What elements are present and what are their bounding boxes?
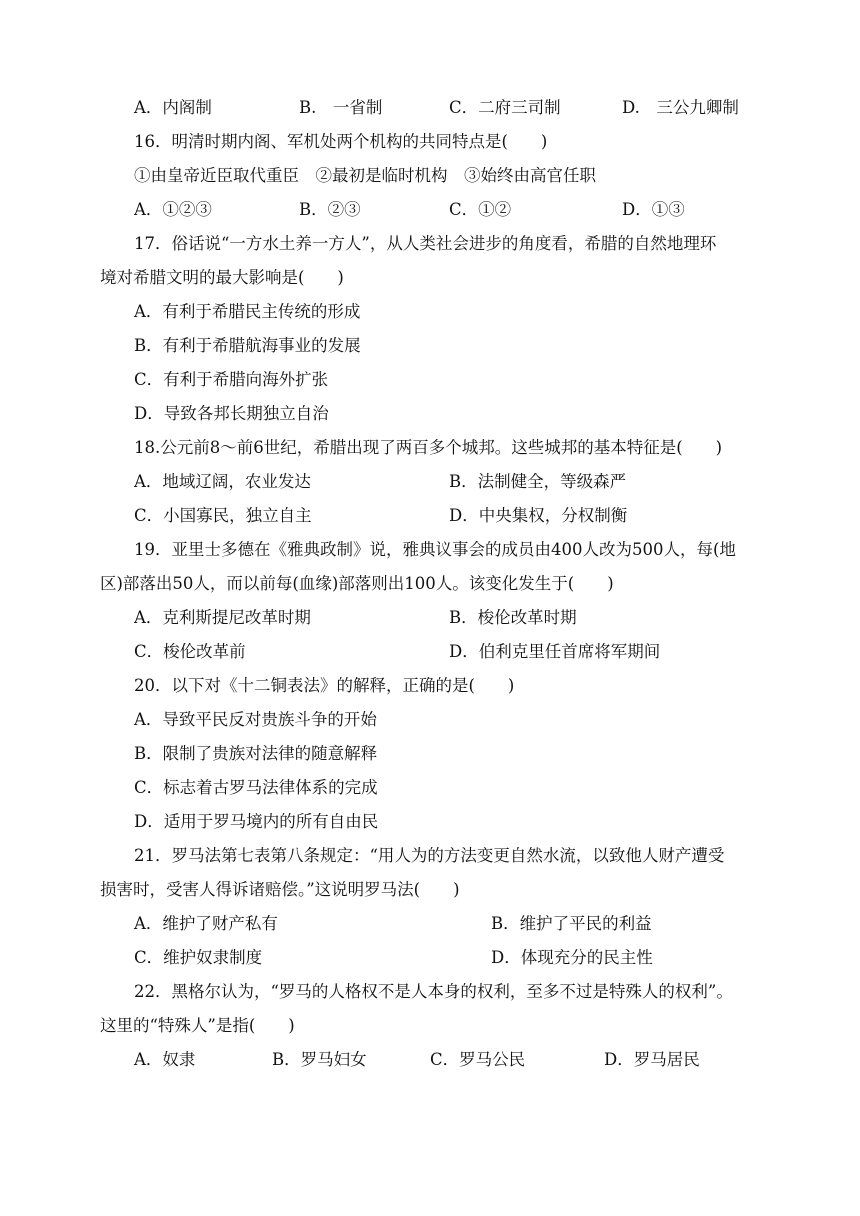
answer-option: C．罗马公民 <box>430 1050 526 1069</box>
q19-stem-1-line: 19．亚里士多德在《雅典政制》说，雅典议事会的成员由400人改为500人，每(地 <box>134 540 736 559</box>
q22-stem-1-line: 22．黑格尔认为，“罗马的人格权不是人本身的权利，至多不过是特殊人的权利”。 <box>134 982 733 1001</box>
answer-option: C．梭伦改革前 <box>134 642 246 661</box>
answer-option: A．维护了财产私有 <box>134 914 278 933</box>
answer-option: D．罗马居民 <box>604 1050 700 1069</box>
q17-stem-2-line: 境对希腊文明的最大影响是( ) <box>100 268 344 287</box>
q18-stem-line: 18.公元前8～前6世纪，希腊出现了两百多个城邦。这些城邦的基本特征是( ) <box>134 438 723 457</box>
answer-option: A．克利斯提尼改革时期 <box>134 608 311 627</box>
q16-stem-line: 16．明清时期内阁、军机处两个机构的共同特点是( ) <box>134 132 548 151</box>
answer-option: D. 三公九卿制 <box>622 98 739 117</box>
answer-option: C．①② <box>449 200 512 219</box>
q20-b-line: B．限制了贵族对法律的随意解释 <box>134 744 378 763</box>
answer-option: C．二府三司制 <box>449 98 561 117</box>
answer-option: B．维护了平民的利益 <box>491 914 652 933</box>
answer-option: D．体现充分的民主性 <box>491 948 653 967</box>
q19-ab-row <box>0 606 860 630</box>
answer-option: D．①③ <box>622 200 685 219</box>
q21-stem-2-line: 损害时，受害人得诉诸赔偿。”这说明罗马法( ) <box>100 880 460 899</box>
answer-option: C．小国寡民，独立自主 <box>134 506 312 525</box>
answer-option: D．中央集权，分权制衡 <box>449 506 628 525</box>
q19-stem-2-line: 区)部落出50人，而以前每(血缘)部落则出100人。该变化发生于( ) <box>100 574 614 593</box>
answer-option: B. 一省制 <box>299 98 383 117</box>
q18-ab-row <box>0 470 860 494</box>
answer-option: A．内阁制 <box>134 98 212 117</box>
q22-stem-2-line: 这里的“特殊人”是指( ) <box>100 1016 295 1035</box>
answer-option: B．②③ <box>299 200 361 219</box>
q17-stem-1-line: 17．俗话说“一方水土养一方人”，从人类社会进步的角度看，希腊的自然地理环 <box>134 234 717 253</box>
q20-a-line: A．导致平民反对贵族斗争的开始 <box>134 710 377 729</box>
answer-option: A．地域辽阔，农业发达 <box>134 472 311 491</box>
q20-stem-line: 20．以下对《十二铜表法》的解释，正确的是( ) <box>134 676 515 695</box>
answer-option: A．奴隶 <box>134 1050 196 1069</box>
q16-opts-row <box>0 198 860 222</box>
q15-opts-row <box>0 96 860 120</box>
answer-option: A．①②③ <box>134 200 212 219</box>
answer-option: B．梭伦改革时期 <box>449 608 577 627</box>
q17-d-line: D．导致各邦长期独立自治 <box>134 404 329 423</box>
answer-option: B．罗马妇女 <box>272 1050 367 1069</box>
q16-items-line: ①由皇帝近臣取代重臣 ②最初是临时机构 ③始终由高官任职 <box>134 166 596 185</box>
answer-option: C．维护奴隶制度 <box>134 948 263 967</box>
q20-c-line: C．标志着古罗马法律体系的完成 <box>134 778 378 797</box>
q19-cd-row <box>0 640 860 664</box>
q17-a-line: A．有利于希腊民主传统的形成 <box>134 302 361 321</box>
q17-b-line: B．有利于希腊航海事业的发展 <box>134 336 361 355</box>
q18-cd-row <box>0 504 860 528</box>
q17-c-line: C．有利于希腊向海外扩张 <box>134 370 329 389</box>
q20-d-line: D．适用于罗马境内的所有自由民 <box>134 812 379 831</box>
answer-option: D．伯利克里任首席将军期间 <box>449 642 661 661</box>
q21-stem-1-line: 21．罗马法第七表第八条规定：“用人为的方法变更自然水流，以致他人财产遭受 <box>134 846 725 865</box>
answer-option: B．法制健全，等级森严 <box>449 472 627 491</box>
q21-ab-row <box>0 912 860 936</box>
q21-cd-row <box>0 946 860 970</box>
q22-opts-row <box>0 1048 860 1072</box>
